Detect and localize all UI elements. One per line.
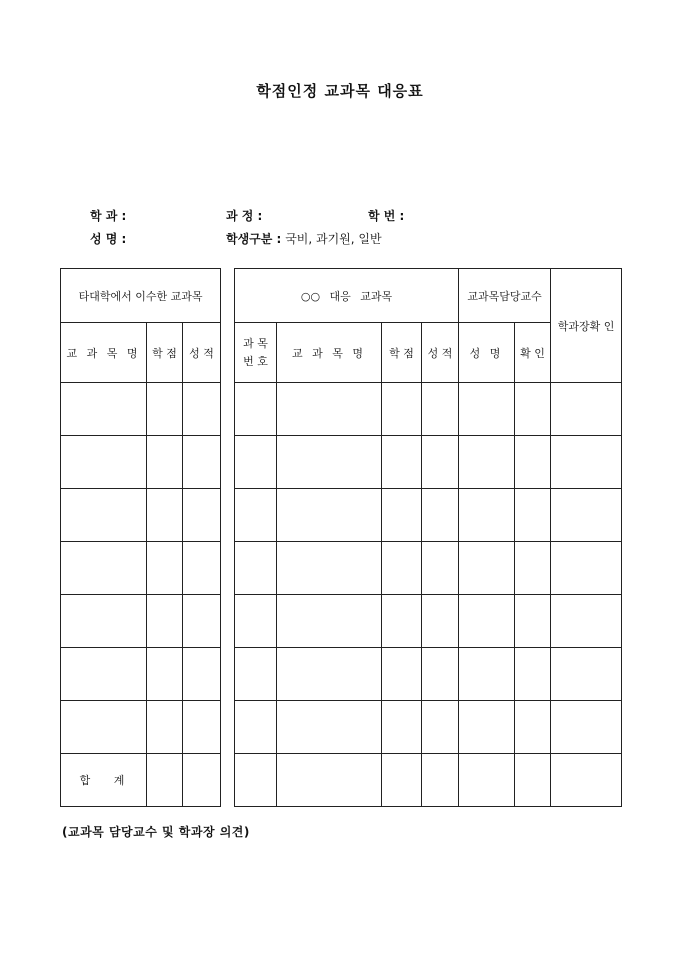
cell[interactable] <box>422 542 459 595</box>
cell[interactable] <box>61 436 147 489</box>
table-row <box>235 489 622 542</box>
cell[interactable] <box>147 436 183 489</box>
cell[interactable] <box>235 754 277 807</box>
cell[interactable] <box>147 489 183 542</box>
left-col-grade: 성 적 <box>183 323 221 383</box>
student-type: 학생구분 : 국비, 과기원, 일반 <box>226 232 382 246</box>
cell[interactable] <box>422 754 459 807</box>
cell[interactable] <box>422 383 459 436</box>
cell[interactable] <box>515 595 551 648</box>
department-label: 학 과 : <box>90 209 127 223</box>
cell[interactable] <box>515 383 551 436</box>
cell[interactable] <box>277 648 382 701</box>
cell[interactable] <box>61 701 147 754</box>
cell[interactable] <box>277 754 382 807</box>
cell[interactable] <box>551 595 622 648</box>
right-col-credit: 학 점 <box>382 323 422 383</box>
cell[interactable] <box>459 595 515 648</box>
chair-confirm-header: 학과장확 인 <box>551 269 622 383</box>
cell[interactable] <box>235 436 277 489</box>
cell[interactable] <box>382 648 422 701</box>
cell[interactable] <box>459 489 515 542</box>
cell[interactable] <box>459 754 515 807</box>
cell[interactable] <box>422 701 459 754</box>
cell[interactable] <box>147 701 183 754</box>
cell[interactable] <box>277 542 382 595</box>
cell[interactable] <box>515 436 551 489</box>
table-row <box>61 489 221 542</box>
cell[interactable] <box>382 489 422 542</box>
cell[interactable] <box>515 489 551 542</box>
cell[interactable] <box>382 542 422 595</box>
student-type-options: 국비, 과기원, 일반 <box>285 232 382 246</box>
table-row <box>235 436 622 489</box>
cell[interactable] <box>515 754 551 807</box>
name-label: 성 명 : <box>90 232 127 246</box>
cell[interactable] <box>459 436 515 489</box>
student-number-label: 학 번 : <box>368 209 405 223</box>
cell[interactable] <box>235 542 277 595</box>
cell[interactable] <box>183 383 221 436</box>
cell[interactable] <box>382 595 422 648</box>
cell[interactable] <box>382 436 422 489</box>
cell[interactable] <box>551 489 622 542</box>
cell[interactable] <box>422 489 459 542</box>
cell[interactable] <box>277 701 382 754</box>
cell[interactable] <box>61 595 147 648</box>
cell[interactable] <box>183 436 221 489</box>
cell[interactable] <box>551 648 622 701</box>
cell[interactable] <box>277 595 382 648</box>
cell[interactable] <box>235 648 277 701</box>
table-row <box>235 701 622 754</box>
cell[interactable] <box>277 383 382 436</box>
cell[interactable] <box>61 489 147 542</box>
cell[interactable] <box>515 542 551 595</box>
cell[interactable] <box>277 489 382 542</box>
cell[interactable] <box>459 648 515 701</box>
cell[interactable] <box>459 383 515 436</box>
right-col-code: 과 목 번 호 <box>235 323 277 383</box>
cell[interactable] <box>183 754 221 807</box>
table-row <box>61 436 221 489</box>
cell[interactable] <box>459 701 515 754</box>
total-row <box>61 754 221 807</box>
table-row <box>235 383 622 436</box>
document-title: 학점인정 교과목 대응표 <box>256 82 424 100</box>
cell[interactable] <box>183 489 221 542</box>
left-col-credit: 학 점 <box>147 323 183 383</box>
cell[interactable] <box>382 383 422 436</box>
transfer-courses-table <box>60 268 221 807</box>
cell[interactable] <box>459 542 515 595</box>
cell[interactable] <box>277 436 382 489</box>
table-row <box>61 383 221 436</box>
cell[interactable] <box>183 701 221 754</box>
table-row <box>61 701 221 754</box>
cell[interactable] <box>147 648 183 701</box>
cell[interactable] <box>515 648 551 701</box>
cell[interactable] <box>235 701 277 754</box>
right-col-grade: 성 적 <box>422 323 459 383</box>
course-label: 과 정 : <box>226 209 263 223</box>
cell[interactable] <box>422 436 459 489</box>
table-row <box>235 754 622 807</box>
cell[interactable] <box>422 648 459 701</box>
table-row <box>61 648 221 701</box>
cell[interactable] <box>183 542 221 595</box>
right-col-confirm: 확 인 <box>515 323 551 383</box>
cell[interactable] <box>147 542 183 595</box>
cell[interactable] <box>61 542 147 595</box>
cell[interactable] <box>183 595 221 648</box>
cell[interactable] <box>61 383 147 436</box>
cell[interactable] <box>551 542 622 595</box>
right-col-subject: 교 과 목 명 <box>277 323 382 383</box>
cell[interactable] <box>551 701 622 754</box>
cell[interactable] <box>147 754 183 807</box>
cell[interactable] <box>235 595 277 648</box>
cell[interactable] <box>422 595 459 648</box>
cell[interactable] <box>183 648 221 701</box>
cell[interactable] <box>551 436 622 489</box>
cell[interactable] <box>147 595 183 648</box>
cell[interactable] <box>515 701 551 754</box>
cell[interactable] <box>551 754 622 807</box>
equivalent-courses-header: ○○ 대응 교과목 <box>235 269 459 323</box>
cell[interactable] <box>382 754 422 807</box>
table-row <box>61 595 221 648</box>
cell[interactable] <box>551 383 622 436</box>
total-label: 합 계 <box>61 754 147 807</box>
cell[interactable] <box>147 383 183 436</box>
comments-section-label: (교과목 담당교수 및 학과장 의견) <box>62 825 250 839</box>
equivalent-courses-table <box>234 268 622 807</box>
table-row <box>235 542 622 595</box>
transfer-courses-header: 타대학에서 이수한 교과목 <box>61 269 221 323</box>
cell[interactable] <box>235 383 277 436</box>
cell[interactable] <box>235 489 277 542</box>
cell[interactable] <box>61 648 147 701</box>
table-row <box>235 595 622 648</box>
table-row <box>61 542 221 595</box>
table-row <box>235 648 622 701</box>
professor-header: 교과목담당교수 <box>459 269 551 323</box>
left-col-subject: 교 과 목 명 <box>61 323 147 383</box>
right-col-prof-name: 성 명 <box>459 323 515 383</box>
cell[interactable] <box>382 701 422 754</box>
